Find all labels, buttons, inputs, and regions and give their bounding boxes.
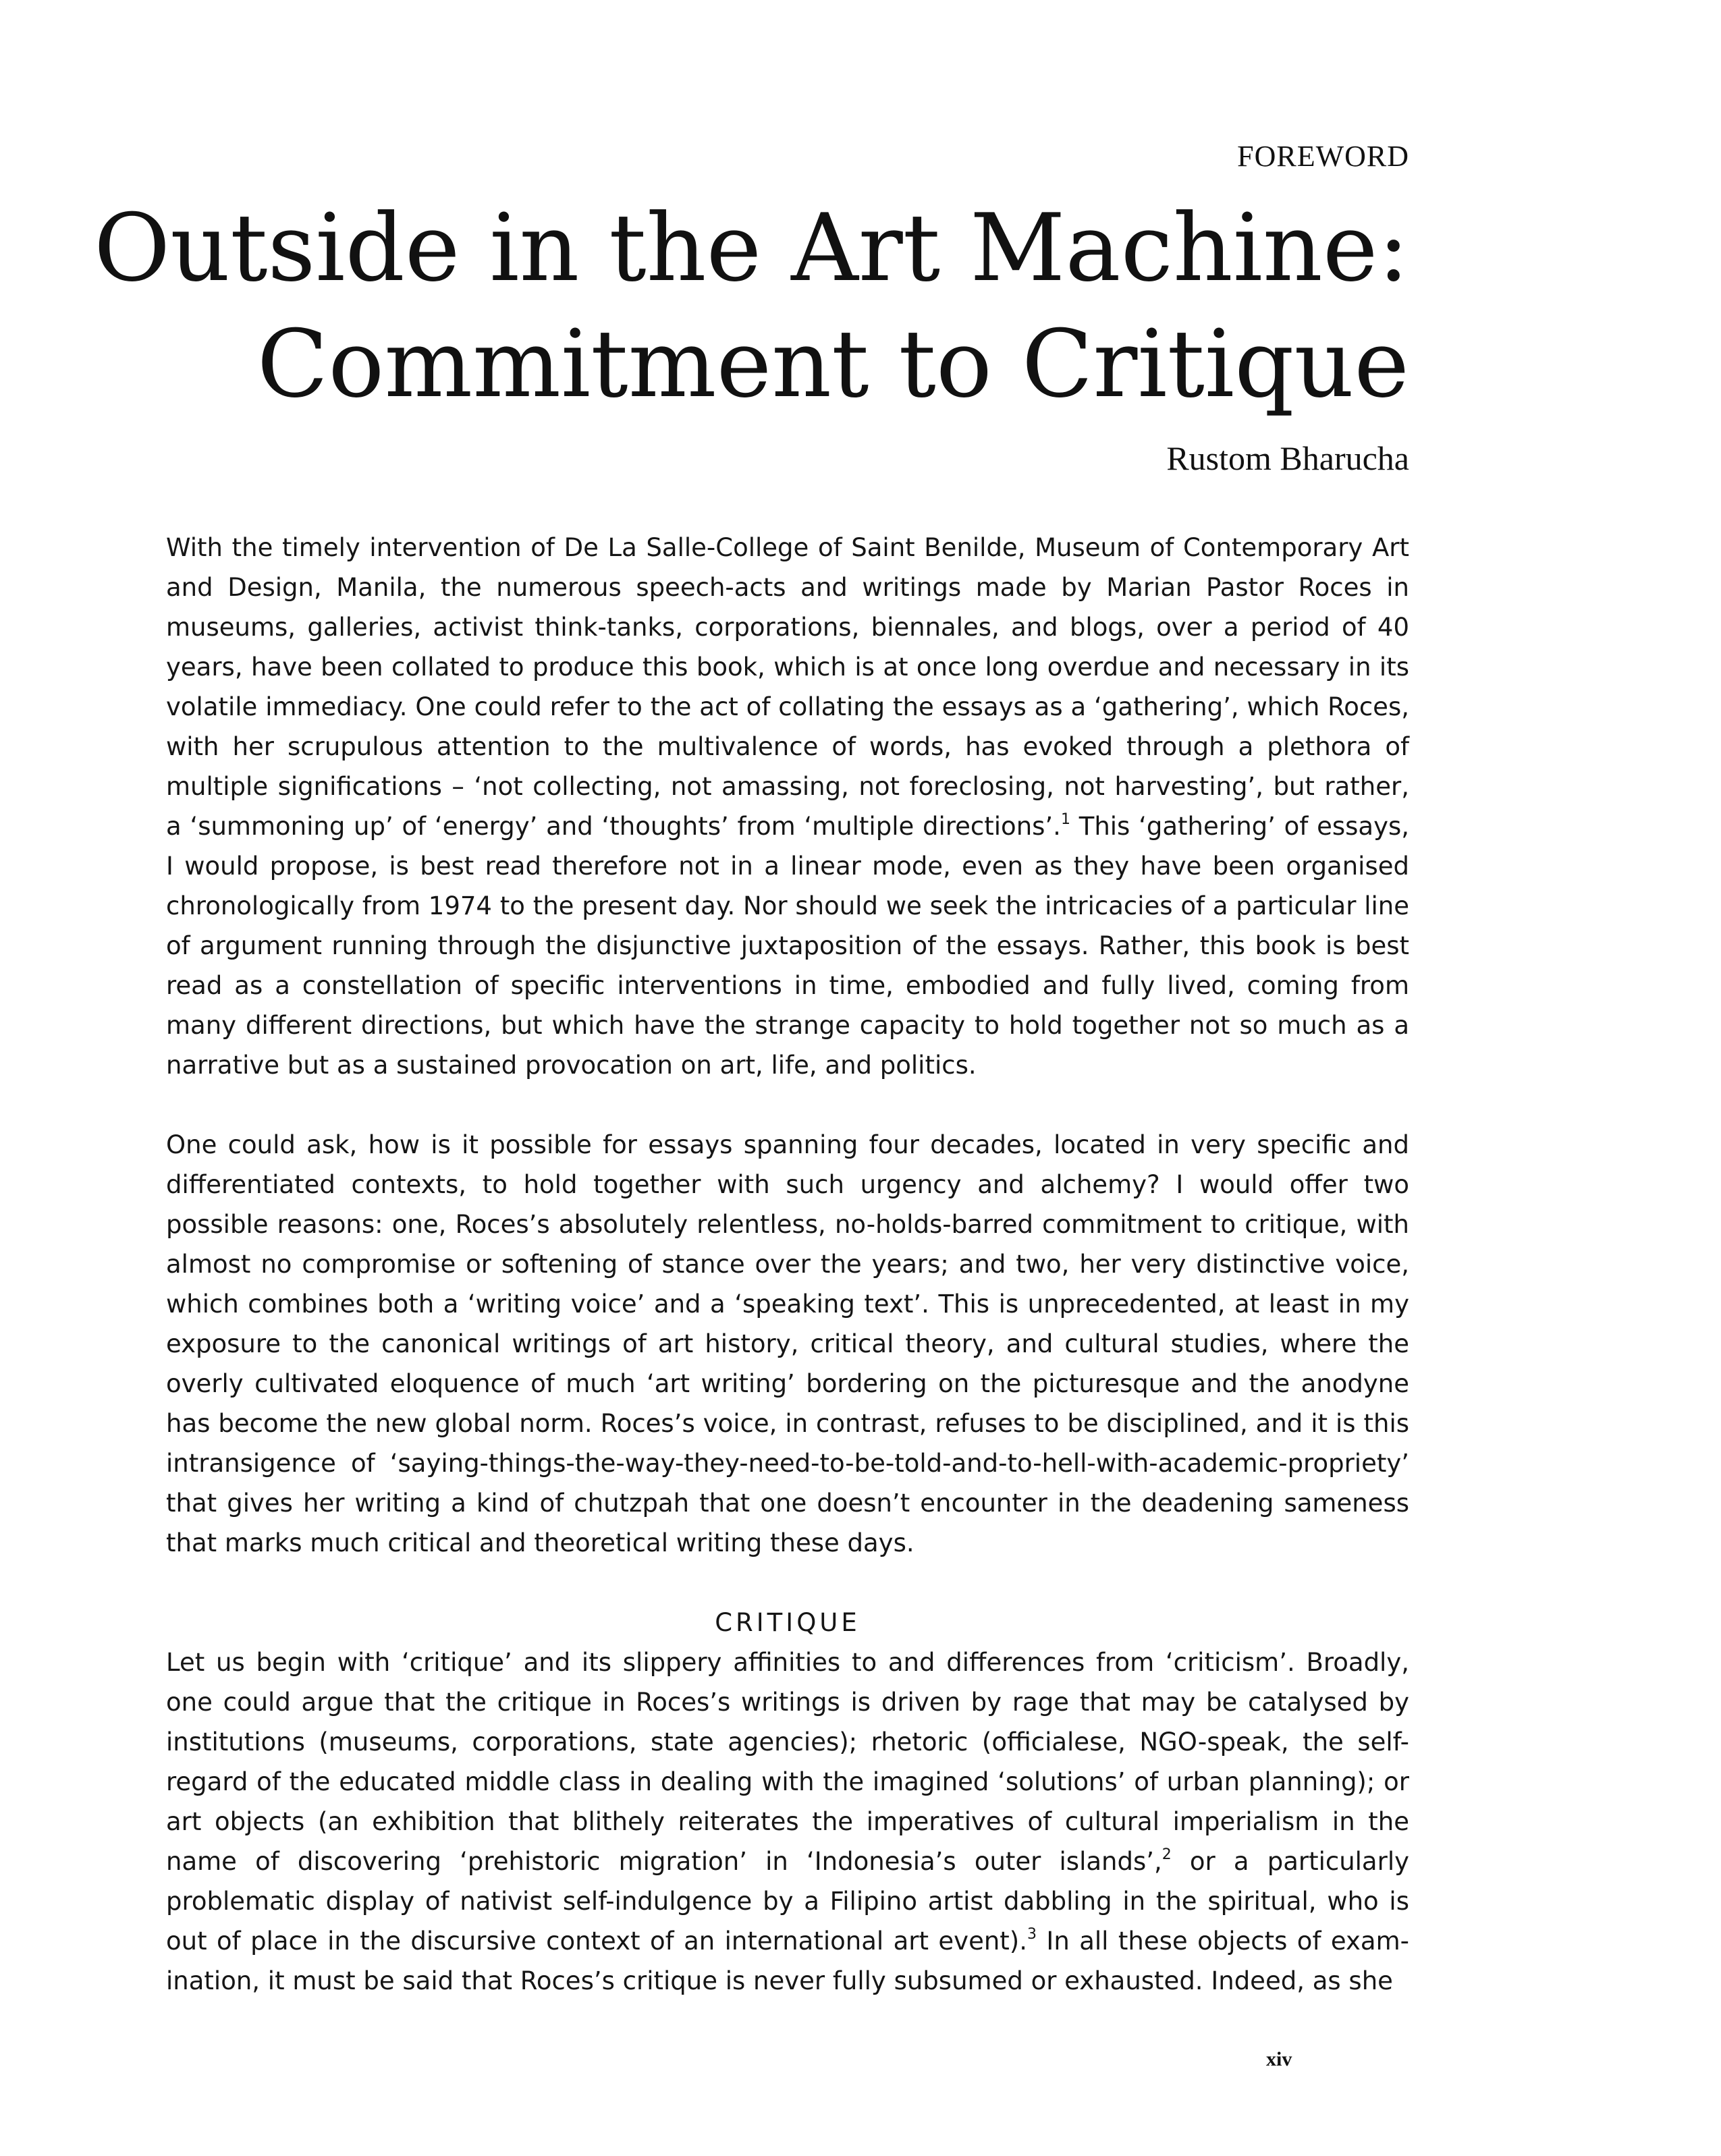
- footnote-ref-3: 3: [1027, 1926, 1037, 1943]
- paragraph-1-text: With the timely intervention of De La Salle-College of Saint Benilde, Museum of Contemporary Art and Design, Manila, the numerous speech-acts and writings made by Marian Pastor Roces in museums, galleries, activist think-tanks, corporations, biennales, and blogs, over a period of 40 years, have been collated to produce this book, which is at once long overdue and necessary in its volatile immediacy. One could refer to the act of collating the essays as a ‘gathering’, which Roces, with her scrupulous attention to the multivalence of words, has evoked through a plethora of multiple significations – ‘not collecting, not amassing, not foreclosing, not harvesting’, but rather, a ‘summoning up’ of ‘energy’ and ‘thoughts’ from ‘multiple directions’.: [166, 533, 1409, 841]
- paragraph-3-text-a: Let us begin with ‘critique’ and its slippery affinities to and differences from ‘criticism’. Broadly, one could argue that the critique in Roces’s writings is driven by rage that may be catalysed by institutions (museums, corporations, state agencies); rhetoric (officialese, NGO-speak, the self-regard of the educated middle class in dealing with the imagined ‘solutions’ of urban planning); or art objects (an exhibition that blithely reiterates the imperatives of cultural imperialism in the name of discovering ‘prehistoric migration’ in ‘Indonesia’s outer islands’,: [166, 1648, 1409, 1876]
- paragraph-2-text: One could ask, how is it possible for essays spanning four decades, located in very specific and differentiated contexts, to hold together with such urgency and alchemy? I would offer two possible reasons: one, Roces’s absolutely relentless, no-holds-barred commitment to critique, with almost no compromise or softening of stance over the years; and two, her very distinctive voice, which combines both a ‘writing voice’ and a ‘speaking text’. This is unprecedented, at least in my exposure to the canonical writings of art history, critical theory, and cultural studies, where the overly cultivated eloquence of much ‘art writing’ bordering on the picturesque and the anodyne has become the new global norm. Roces’s voice, in contrast, refuses to be disciplined, and it is this intransigence of ‘saying-things-the-way-they-need-to-be-told-and-to-hell-with-academic-propriety’ that gives her writing a kind of chutzpah that one doesn’t encounter in the deadening sameness that marks much critical and theoretical writing these days.: [166, 1130, 1409, 1557]
- paragraph-3: [166, 1642, 1409, 2001]
- footnote-ref-2: 2: [1162, 1846, 1172, 1863]
- paragraph-2: [166, 1125, 1409, 1563]
- author-name: Rustom Bharucha: [1166, 439, 1409, 477]
- page-title: [93, 190, 1409, 422]
- paragraph-1-continued: This ‘gathering’ of essays, I would propose, is best read therefore not in a linear mode, even as they have been organised chronologically from 1974 to the present day. Nor should we seek the intricacies of a particular line of argument running through the disjunctive juxtaposition of the essays. Rather, this book is best read as a constellation of specific interventions in time, embodied and fully lived, coming from many different directions, but which have the strange capacity to hold together not so much as a narrative but as a sustained provocation on art, life, and politics.: [166, 812, 1410, 1080]
- paragraph-1: [166, 528, 1409, 1085]
- paragraph-3-text-c: In all these objects of examination, it must be said that Roces’s critique is never fully subsumed or exhausted. Indeed, as she: [166, 1927, 1409, 1995]
- body-text: [166, 528, 1409, 2001]
- footnote-ref-1: 1: [1060, 811, 1070, 828]
- section-kicker: FOREWORD: [1237, 140, 1409, 173]
- page-number: xiv: [1266, 2048, 1292, 2070]
- section-heading: CRITIQUE: [715, 1608, 860, 1637]
- paragraph-3-text-b: or a particularly problematic display of nativist self-indulgence by a Filipino artist dabbling in the spiritual, who is out of place in the discursive context of an international art event).: [166, 1847, 1409, 1956]
- title-line-1: Outside in the Art Machine:: [94, 194, 1409, 302]
- title-line-2: Commitment to Critique: [256, 310, 1409, 418]
